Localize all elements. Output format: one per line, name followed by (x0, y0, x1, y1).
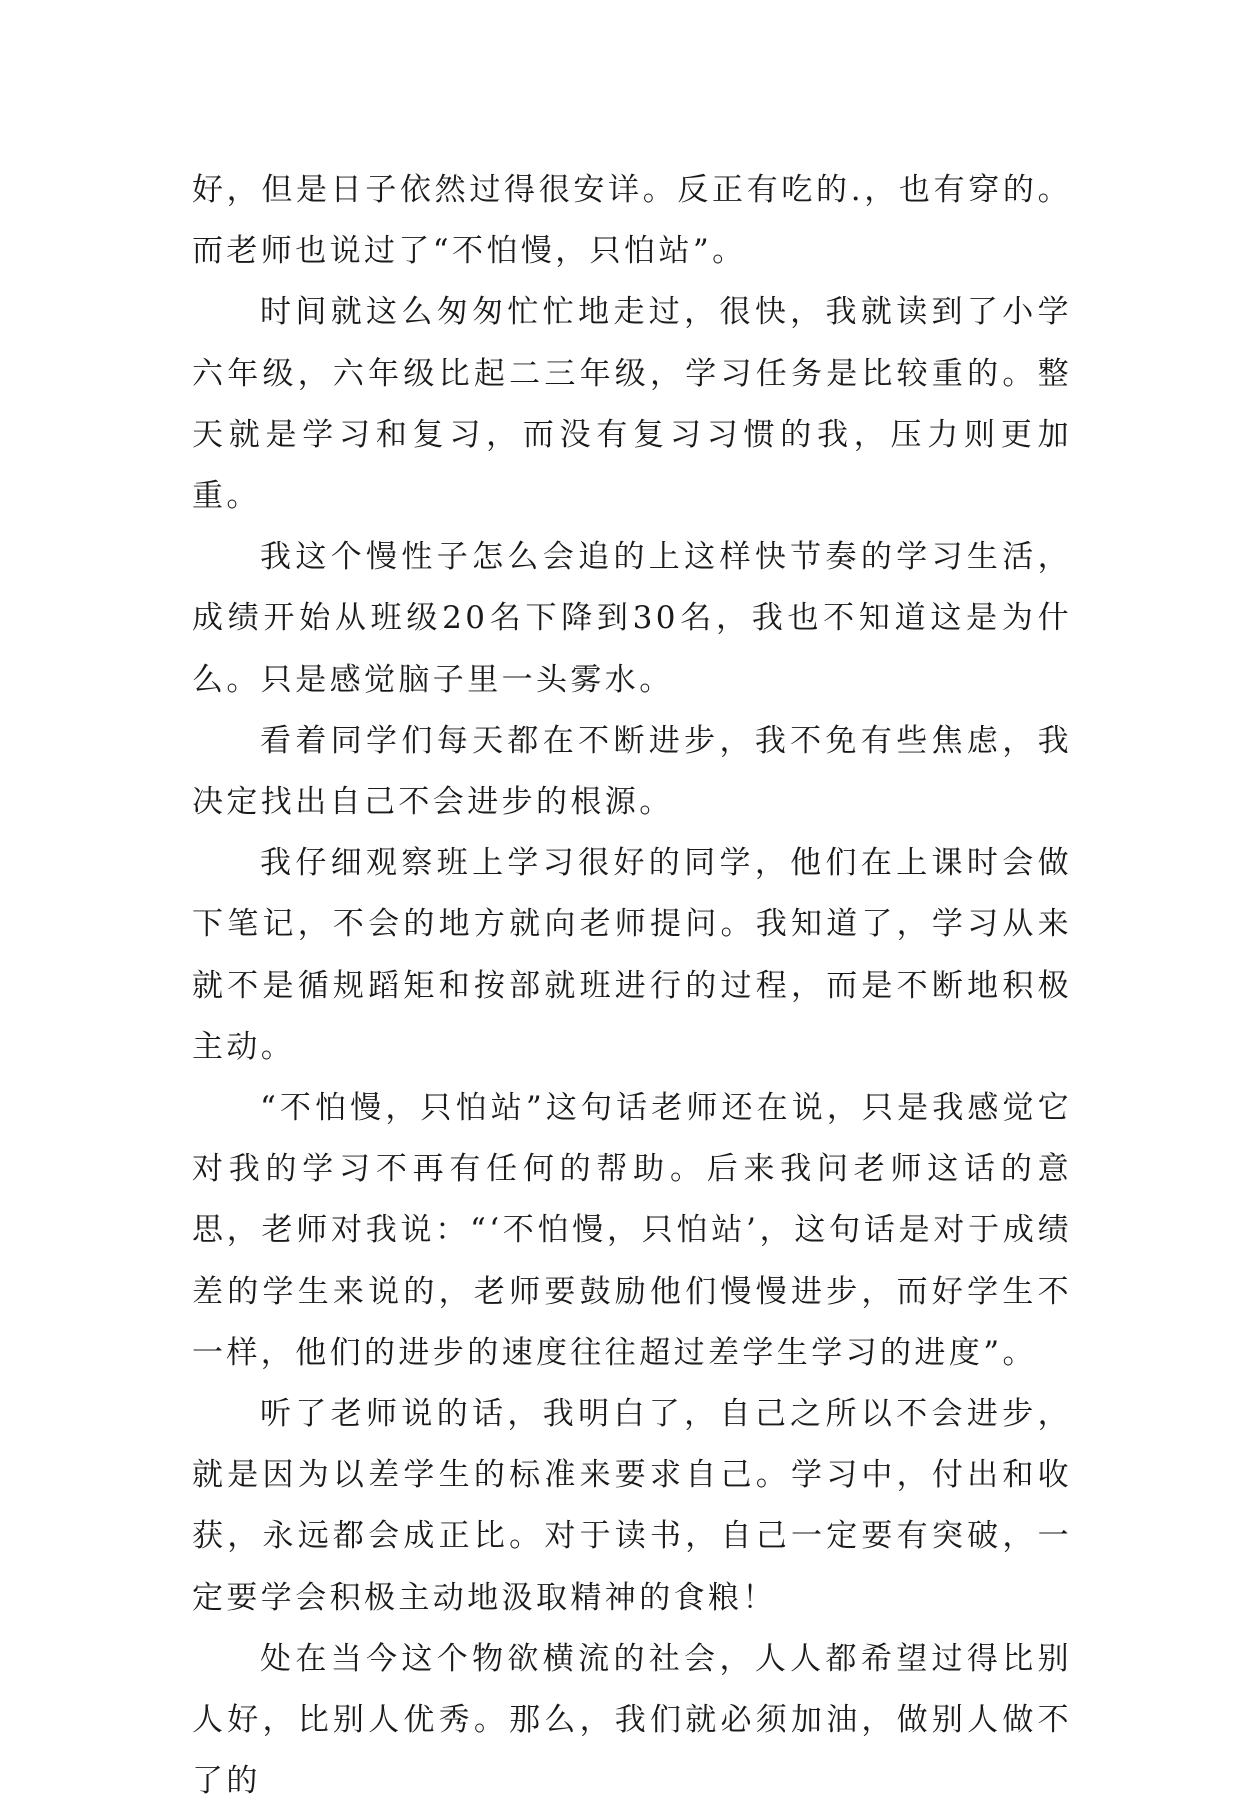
paragraph-3: 我这个慢性子怎么会追的上这样快节奏的学习生活，成绩开始从班级20名下降到30名，我也不知道这是为什么。只是感觉脑子里一头雾水。 (192, 539, 1072, 698)
paragraph-2: 时间就这么匆匆忙忙地走过，很快，我就读到了小学六年级，六年级比起二三年级，学习任务是比较重的。整天就是学习和复习，而没有复习习惯的我，压力则更加重。 (192, 294, 1072, 515)
paragraph-4: 看着同学们每天都在不断进步，我不免有些焦虑，我决定找出自己不会进步的根源。 (192, 722, 1072, 821)
paragraph-5: 我仔细观察班上学习很好的同学，他们在上课时会做下笔记，不会的地方就向老师提问。我知道了，学习从来就不是循规蹈矩和按部就班进行的过程，而是不断地积极主动。 (192, 845, 1072, 1065)
paragraph-8: 处在当今这个物欲横流的社会，人人都希望过得比别人好，比别人优秀。那么，我们就必须加油，做别人做不了的 (192, 1640, 1072, 1800)
paragraph-6: “不怕慢，只怕站”这句话老师还在说，只是我感觉它对我的学习不再有任何的帮助。后来我问老师这话的意思，老师对我说：“‘不怕慢，只怕站’，这句话是对于成绩差的学生来说的，老师要鼓励他们慢慢进步，而好学生不一样，他们的进步的速度往往超过差学生学习的进度”。 (192, 1090, 1072, 1371)
essay-body (192, 160, 1072, 1812)
paragraph-7: 听了老师说的话，我明白了，自己之所以不会进步，就是因为以差学生的标准来要求自己。学习中，付出和收获，永远都会成正比。对于读书，自己一定要有突破，一定要学会积极主动地汲取精神的食粮！ (192, 1396, 1072, 1616)
paragraph-1: 好，但是日子依然过得很安详。反正有吃的.，也有穿的。而老师也说过了“不怕慢，只怕站”。 (192, 172, 1072, 270)
